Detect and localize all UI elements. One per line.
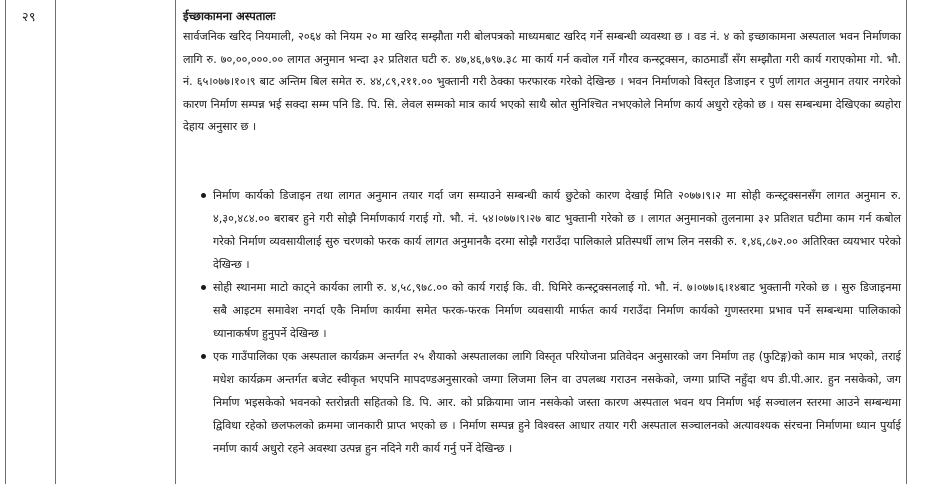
findings-list xyxy=(201,184,901,460)
bullet-icon xyxy=(201,285,206,290)
list-item-text: एक गाउँपालिका एक अस्पताल कार्यक्रम अन्तर्गत २५ शैयाको अस्पतालका लागि विस्तृत परियोजना प्रतिवेदन अनुसारको जग निर्माण तह (फुटिङ्ग)को काम मात्र भएको, तराई मधेश कार्यक्रम अन्तर्गत बजेट स्वीकृत भएपनि मापदण्डअनुसारको जग्गा लिजमा लिन वा उपलब्ध गराउन नसकेको, जग्गा प्राप्ति नहुँदा थप डी.पी.आर. हुन नसकेको, जग निर्माण भइसकेको भवनको स्तरोन्नती सहितको डि. पि. आर. को प्रक्रियामा जान नसकेको जस्ता कारण अस्पताल भवन थप निर्माण भई सञ्चालन स्तरमा आउने सम्बन्धमा द्विविधा रहेको छलफलको क्रममा जानकारी प्राप्त भएको छ । निर्माण सम्पन्न हुने विश्वस्त आधार तयार गरी अस्पताल सञ्चालनको अत्यावश्यक संरचना निर्माणमा ध्यान पुर्याई नर्माण कार्य अधुरो रहने अवस्था उत्पन्न हुन नदिने गरी कार्य गर्नु पर्ने देखिन्छ । xyxy=(213,350,901,455)
list-item-text: निर्माण कार्यको डिजाइन तथा लागत अनुमान तयार गर्दा जग सम्याउने सम्बन्धी कार्य छुटेको कारण देखाई मिति २०७७।९।२ मा सोही कन्स्ट्रक्सनसँग लागत अनुमान रु. ४,३०,४८४.०० बराबर हुने गरी सोझै निर्माणकार्य गराई गो. भौ. नं. ५४।०७७।९।२७ बाट भुक्तानी गरेको छ । लागत अनुमानको तुलनामा ३२ प्रतिशत घटीमा काम गर्न कबोल गरेको निर्माण व्यवसायीलाई सुरु चरणको फरक कार्य लागत अनुमानकै दरमा सोझै गराउँदा पालिकाले प्रतिस्पर्धी लाभ लिन नसकी रु. १,४६,८७२.०० अतिरिक्त व्ययभार परेको देखिन्छ । xyxy=(213,189,901,271)
table-border-right xyxy=(906,0,907,484)
list-item-text: सोही स्थानमा माटो काट्ने कार्यका लागी रु. ४,५८,९७८.०० को कार्य गराई कि. वी. घिमिरे कन्स्ट्रक्सनलाई गो. भौ. नं. ७।०७७।६।१४बाट भुक्तानी गरेको छ । सुरु डिजाइनमा सबै आइटम समावेश नगर्दा एकै निर्माण कार्यमा समेत फरक-फरक निर्माण व्यवसायी मार्फत कार्य गराउँदा निर्माण कार्यको गुणस्तरमा प्रभाव पर्ने सम्बन्धमा पालिकाको ध्यानाकर्षण हुनुपर्ने देखिन्छ । xyxy=(213,281,901,340)
bullet-icon xyxy=(201,193,206,198)
intro-paragraph: सार्वजनिक खरिद नियमाली, २०६४ को नियम २० मा खरिद सम्झौता गरी बोलपत्रको माध्यमबाट खरिद गर्ने सम्बन्धी व्यवस्था छ । वड नं. ४ को इच्छाकामना अस्पताल भवन निर्माणका लागि रु. ७०,००,०००.०० लागत अनुमान भन्दा ३२ प्रतिशत घटी रु. ४७,४६,७९७.३८ मा कार्य गर्न कवोल गर्ने गौरव कन्स्ट्रक्सन, काठमाडौं सँग सम्झौता गरी कार्य गराएकोमा गो. भौ. नं. ६५।०७७।१०।९ बाट अन्तिम बिल समेत रु. ४४,८९,२११.०० भुक्तानी गरी ठेक्का फरफारक गरेको देखिन्छ । भवन निर्माणको विस्तृत डिजाइन र पुर्ण लागत अनुमान तयार नगरेको कारण निर्माण सम्पन्न भई सक्दा सम्म पनि डि. पि. सि. लेवल सम्मको मात्र कार्य भएको साथै स्रोत सुनिश्चित नभएकोले निर्माण कार्य अधुरो रहेको छ । यस सम्बन्धमा देखिएका ब्यहोरा देहाय अनुसार छ । xyxy=(183,30,901,133)
table-border-middle xyxy=(175,0,176,484)
observation-content xyxy=(183,6,901,139)
table-border-serial xyxy=(55,0,56,484)
bullet-icon xyxy=(201,354,206,359)
section-heading: ईच्छाकामना अस्पतालः xyxy=(183,9,276,23)
serial-number: २९ xyxy=(22,9,37,24)
list-item xyxy=(201,184,901,276)
list-item xyxy=(201,276,901,345)
table-border-left xyxy=(5,0,6,484)
list-item xyxy=(201,345,901,460)
